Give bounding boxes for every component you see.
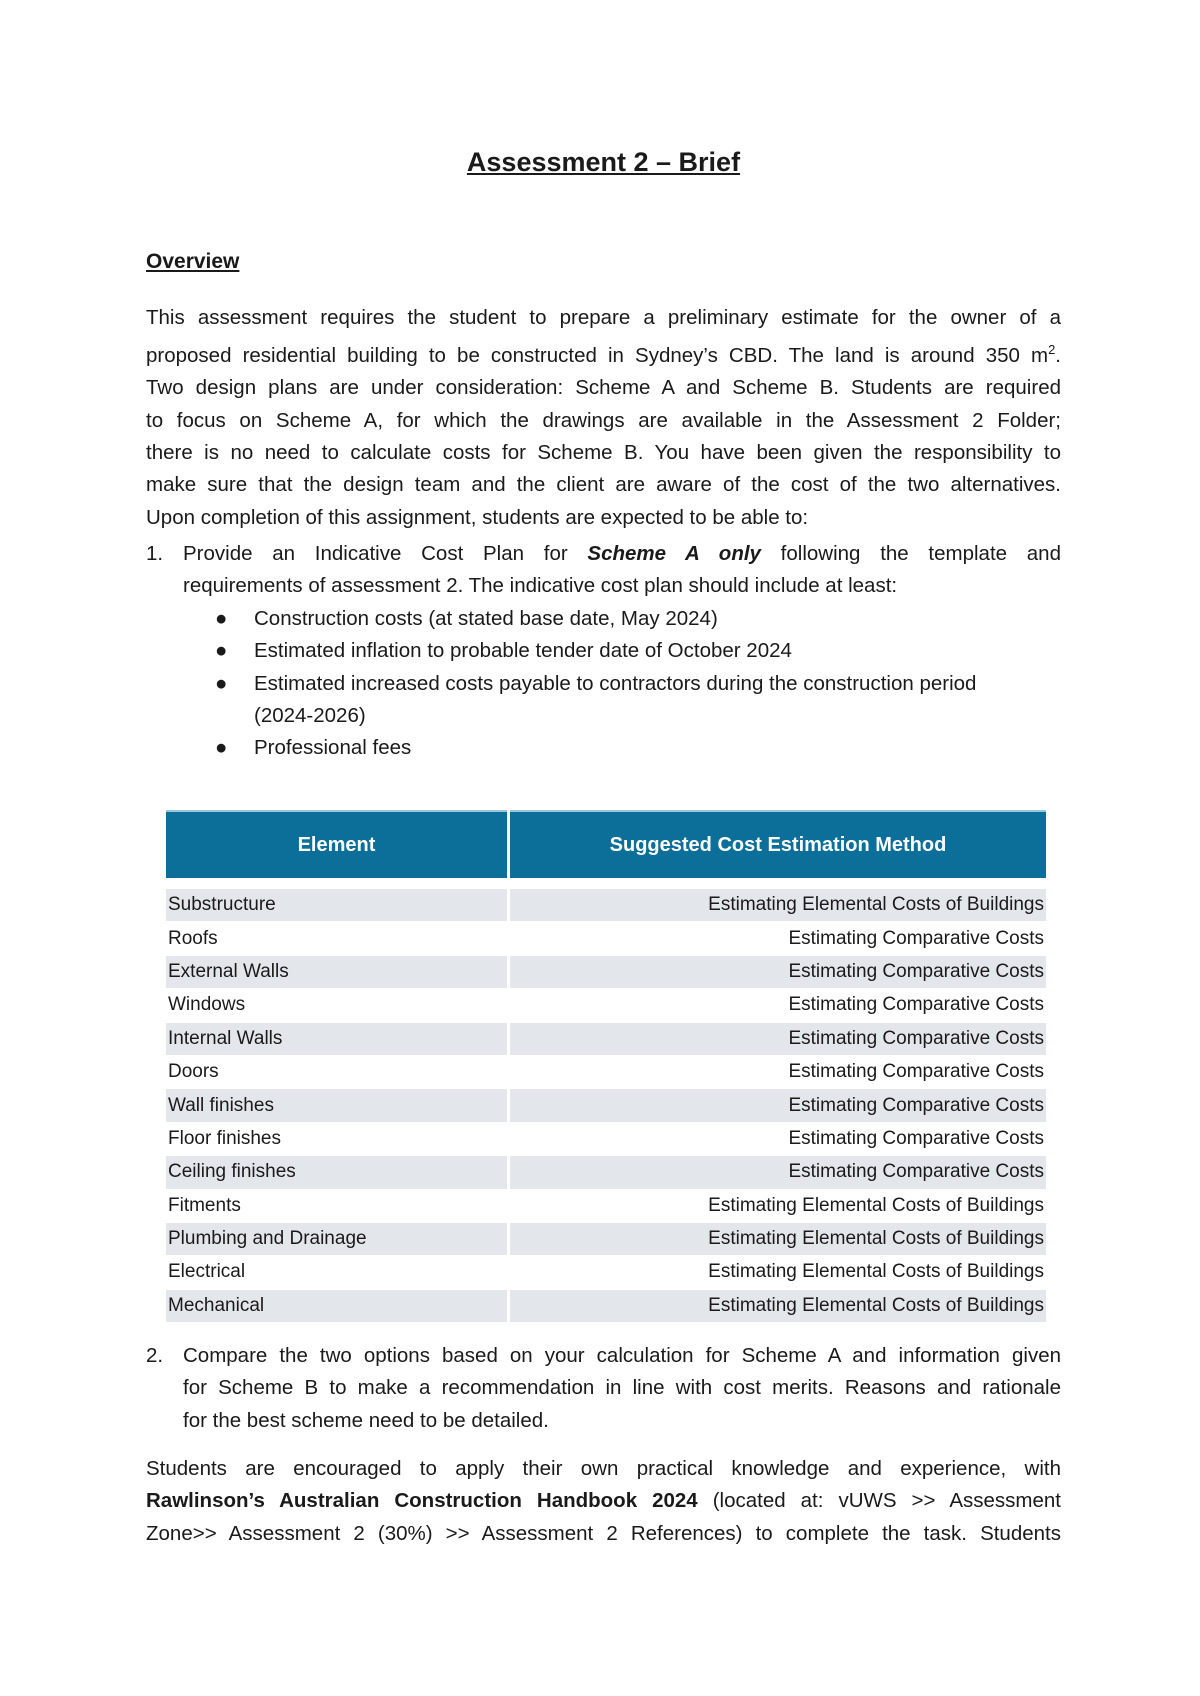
table-row <box>166 989 1046 1022</box>
method-cell: Estimating Elemental Costs of Buildings <box>509 1289 1047 1322</box>
element-cell: Substructure <box>166 889 509 922</box>
item-text: following the template and <box>760 542 1061 565</box>
bullet-icon: ● <box>215 639 228 663</box>
item-number: 2. <box>146 1344 164 1367</box>
method-cell: Estimating Comparative Costs <box>509 922 1047 955</box>
bullet-text: Construction costs (at stated base date, May 2024) <box>254 607 718 630</box>
method-cell: Estimating Elemental Costs of Buildings <box>509 1256 1047 1289</box>
item-line: for Scheme B to make a recommendation in line with cost merits. Reasons and rationale <box>183 1376 1061 1400</box>
element-cell: External Walls <box>166 955 509 988</box>
table-header-row <box>166 811 1046 878</box>
table-row <box>166 922 1046 955</box>
table-row <box>166 889 1046 922</box>
bullet-item-continuation <box>183 700 1061 732</box>
superscript: 2 <box>1048 342 1056 358</box>
overview-paragraph <box>146 302 1061 534</box>
table-row <box>166 1189 1046 1222</box>
bullet-list <box>183 603 1061 764</box>
element-cell: Floor finishes <box>166 1122 509 1155</box>
element-cell: Fitments <box>166 1189 509 1222</box>
bullet-item <box>183 668 1061 700</box>
item-line: requirements of assessment 2. The indicative cost plan should include at least: <box>183 574 898 598</box>
bullet-item <box>183 732 1061 764</box>
method-cell: Estimating Comparative Costs <box>509 1089 1047 1122</box>
closing-line: Zone>> Assessment 2 (30%) >> Assessment 2 References) to complete the task. Students <box>146 1521 1061 1545</box>
overview-line <box>146 334 1061 372</box>
bullet-item <box>183 635 1061 667</box>
overview-line-end: . <box>1055 344 1061 368</box>
table-row <box>166 1156 1046 1189</box>
table-row <box>166 1122 1046 1155</box>
overview-heading: Overview <box>146 250 240 273</box>
closing-paragraph <box>146 1453 1061 1550</box>
method-cell: Estimating Comparative Costs <box>509 1055 1047 1088</box>
table-spacer-row <box>166 878 1046 889</box>
closing-line <box>146 1485 1061 1517</box>
item-line: Compare the two options based on your calculation for Scheme A and information given <box>183 1344 1061 1367</box>
method-cell: Estimating Elemental Costs of Buildings <box>509 889 1047 922</box>
item-body <box>183 538 1061 603</box>
handbook-title: Rawlinson’s Australian Construction Handbook 2024 <box>146 1489 698 1513</box>
spacer-cell <box>509 878 1047 889</box>
closing-text: (located at: vUWS >> Assessment <box>697 1489 1061 1513</box>
overview-line: make sure that the design team and the client are aware of the cost of the two alternatives. <box>146 473 1061 497</box>
element-cell: Doors <box>166 1055 509 1088</box>
method-cell: Estimating Comparative Costs <box>509 1156 1047 1189</box>
method-cell: Estimating Comparative Costs <box>509 1122 1047 1155</box>
method-cell: Estimating Elemental Costs of Buildings <box>509 1189 1047 1222</box>
overview-line: to focus on Scheme A, for which the drawings are available in the Assessment 2 Folder; <box>146 408 1061 432</box>
table-row <box>166 955 1046 988</box>
element-cell: Plumbing and Drainage <box>166 1222 509 1255</box>
bullet-text: Estimated inflation to probable tender date of October 2024 <box>254 639 792 663</box>
header-element: Element <box>166 811 509 878</box>
bullet-text: Estimated increased costs payable to contractors during the construction period <box>254 671 977 695</box>
element-cell: Roofs <box>166 922 509 955</box>
bullet-item <box>183 603 1061 635</box>
element-cell: Mechanical <box>166 1289 509 1322</box>
bullet-icon: ● <box>215 736 228 760</box>
item-text: Provide an Indicative Cost Plan for <box>183 542 588 565</box>
bullet-text: (2024-2026) <box>254 703 366 727</box>
table-body <box>166 878 1046 1323</box>
table-row <box>166 1022 1046 1055</box>
table-row <box>166 1089 1046 1122</box>
bullet-icon: ● <box>215 671 228 695</box>
item-line: for the best scheme need to be detailed. <box>183 1408 549 1432</box>
element-cell: Electrical <box>166 1256 509 1289</box>
element-cell: Wall finishes <box>166 1089 509 1122</box>
overview-line: Two design plans are under consideration: Scheme A and Scheme B. Students are required <box>146 376 1061 400</box>
method-cell: Estimating Elemental Costs of Buildings <box>509 1222 1047 1255</box>
table-row <box>166 1222 1046 1255</box>
cost-method-table <box>166 810 1046 1323</box>
bullet-text: Professional fees <box>254 736 412 760</box>
table-row <box>166 1289 1046 1322</box>
overview-line: Upon completion of this assignment, students are expected to be able to: <box>146 505 809 529</box>
overview-line-text: proposed residential building to be constructed in Sydney’s CBD. The land is around 350 m <box>146 344 1049 368</box>
document-title: Assessment 2 – Brief <box>466 147 741 177</box>
method-cell: Estimating Comparative Costs <box>509 989 1047 1022</box>
item-line <box>183 538 1061 570</box>
element-cell: Ceiling finishes <box>166 1156 509 1189</box>
overview-line: This assessment requires the student to prepare a preliminary estimate for the owner of a <box>146 306 1061 329</box>
item-number: 1. <box>146 542 164 565</box>
element-cell: Windows <box>166 989 509 1022</box>
closing-line: Students are encouraged to apply their own practical knowledge and experience, with <box>146 1457 1061 1480</box>
overview-line: there is no need to calculate costs for Scheme B. You have been given the responsibility to <box>146 441 1061 465</box>
method-cell: Estimating Comparative Costs <box>509 955 1047 988</box>
bullet-icon: ● <box>215 607 228 630</box>
item-emphasis: Scheme A only <box>587 542 761 565</box>
table-row <box>166 1055 1046 1088</box>
header-method: Suggested Cost Estimation Method <box>509 811 1047 878</box>
spacer-cell <box>166 878 509 889</box>
item-body <box>183 1340 1061 1437</box>
method-cell: Estimating Comparative Costs <box>509 1022 1047 1055</box>
element-cell: Internal Walls <box>166 1022 509 1055</box>
table-row <box>166 1256 1046 1289</box>
